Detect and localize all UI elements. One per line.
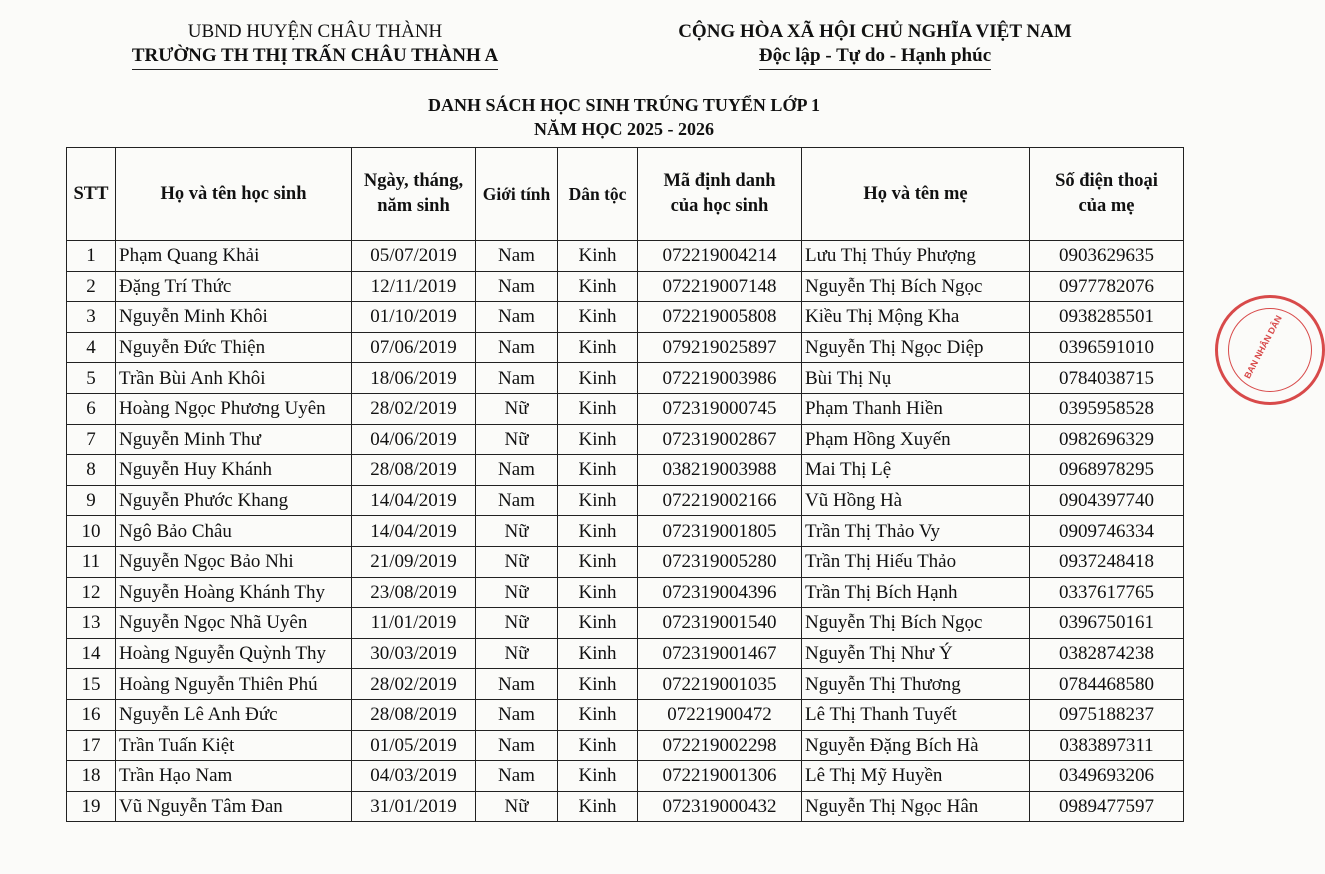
cell-student-id: 072219001035: [638, 669, 802, 700]
cell-dob: 04/03/2019: [352, 761, 476, 792]
cell-ethnic: Kinh: [558, 485, 638, 516]
cell-student-name: Nguyễn Hoàng Khánh Thy: [116, 577, 352, 608]
header-left: [60, 20, 570, 70]
cell-phone: 0784038715: [1030, 363, 1184, 394]
cell-mother-name: Lê Thị Thanh Tuyết: [802, 699, 1030, 730]
cell-student-id: 072219005808: [638, 302, 802, 333]
table-row: [67, 546, 1184, 577]
cell-stt: 12: [67, 577, 116, 608]
cell-stt: 7: [67, 424, 116, 455]
cell-ethnic: Kinh: [558, 638, 638, 669]
cell-stt: 3: [67, 302, 116, 333]
cell-mother-name: Nguyễn Thị Thương: [802, 669, 1030, 700]
table-header-row: [67, 148, 1184, 241]
cell-student-name: Nguyễn Lê Anh Đức: [116, 699, 352, 730]
cell-mother-name: Nguyễn Thị Bích Ngọc: [802, 271, 1030, 302]
cell-stt: 18: [67, 761, 116, 792]
school-name: TRƯỜNG TH THỊ TRẤN CHÂU THÀNH A: [60, 44, 570, 70]
cell-dob: 01/10/2019: [352, 302, 476, 333]
cell-student-id: 072219002166: [638, 485, 802, 516]
cell-student-id: 038219003988: [638, 455, 802, 486]
cell-student-id: 079219025897: [638, 332, 802, 363]
table-row: [67, 455, 1184, 486]
table-row: [67, 424, 1184, 455]
header-mother: Họ và tên mẹ: [802, 148, 1030, 241]
cell-mother-name: Nguyễn Đặng Bích Hà: [802, 730, 1030, 761]
cell-gender: Nữ: [476, 791, 558, 822]
cell-mother-name: Nguyễn Thị Ngọc Diệp: [802, 332, 1030, 363]
cell-phone: 0903629635: [1030, 241, 1184, 272]
cell-phone: 0982696329: [1030, 424, 1184, 455]
cell-dob: 31/01/2019: [352, 791, 476, 822]
cell-student-name: Trần Bùi Anh Khôi: [116, 363, 352, 394]
district-name: UBND HUYỆN CHÂU THÀNH: [187, 21, 443, 42]
cell-stt: 19: [67, 791, 116, 822]
cell-mother-name: Nguyễn Thị Bích Ngọc: [802, 608, 1030, 639]
cell-dob: 23/08/2019: [352, 577, 476, 608]
cell-mother-name: Kiều Thị Mộng Kha: [802, 302, 1030, 333]
cell-ethnic: Kinh: [558, 577, 638, 608]
cell-ethnic: Kinh: [558, 699, 638, 730]
cell-phone: 0383897311: [1030, 730, 1184, 761]
cell-ethnic: Kinh: [558, 363, 638, 394]
cell-mother-name: Phạm Thanh Hiền: [802, 393, 1030, 424]
cell-student-name: Nguyễn Ngọc Bảo Nhi: [116, 546, 352, 577]
header-stt: STT: [67, 148, 116, 241]
cell-gender: Nam: [476, 302, 558, 333]
cell-gender: Nam: [476, 730, 558, 761]
cell-mother-name: Lưu Thị Thúy Phượng: [802, 241, 1030, 272]
table-row: [67, 699, 1184, 730]
cell-gender: Nam: [476, 669, 558, 700]
cell-phone: 0975188237: [1030, 699, 1184, 730]
table-row: [67, 791, 1184, 822]
title-line-1: DANH SÁCH HỌC SINH TRÚNG TUYỂN LỚP 1: [428, 95, 820, 115]
national-motto: Độc lập - Tự do - Hạnh phúc: [630, 44, 1120, 70]
cell-mother-name: Bùi Thị Nụ: [802, 363, 1030, 394]
cell-stt: 14: [67, 638, 116, 669]
cell-gender: Nữ: [476, 393, 558, 424]
cell-ethnic: Kinh: [558, 761, 638, 792]
cell-student-id: 072219002298: [638, 730, 802, 761]
cell-gender: Nam: [476, 363, 558, 394]
cell-gender: Nam: [476, 699, 558, 730]
table-row: [67, 577, 1184, 608]
cell-dob: 01/05/2019: [352, 730, 476, 761]
cell-mother-name: Trần Thị Thảo Vy: [802, 516, 1030, 547]
cell-student-id: 072319000432: [638, 791, 802, 822]
table-row: [67, 608, 1184, 639]
cell-gender: Nam: [476, 761, 558, 792]
cell-student-id: 072219004214: [638, 241, 802, 272]
cell-ethnic: Kinh: [558, 302, 638, 333]
cell-gender: Nam: [476, 332, 558, 363]
cell-ethnic: Kinh: [558, 546, 638, 577]
cell-dob: 07/06/2019: [352, 332, 476, 363]
document-title: [0, 93, 1248, 141]
cell-gender: Nữ: [476, 638, 558, 669]
cell-phone: 0968978295: [1030, 455, 1184, 486]
table-row: [67, 669, 1184, 700]
cell-student-id: 072319005280: [638, 546, 802, 577]
cell-phone: 0989477597: [1030, 791, 1184, 822]
header-dob: Ngày, tháng, năm sinh: [352, 148, 476, 241]
table-row: [67, 638, 1184, 669]
cell-ethnic: Kinh: [558, 516, 638, 547]
table-row: [67, 241, 1184, 272]
table-row: [67, 271, 1184, 302]
cell-student-id: 072319001805: [638, 516, 802, 547]
cell-stt: 1: [67, 241, 116, 272]
cell-stt: 2: [67, 271, 116, 302]
seal-text: BAN NHÂN DÂN: [1242, 313, 1284, 381]
cell-gender: Nam: [476, 271, 558, 302]
cell-student-name: Nguyễn Ngọc Nhã Uyên: [116, 608, 352, 639]
cell-student-name: Nguyễn Huy Khánh: [116, 455, 352, 486]
cell-ethnic: Kinh: [558, 271, 638, 302]
cell-ethnic: Kinh: [558, 791, 638, 822]
cell-ethnic: Kinh: [558, 730, 638, 761]
cell-phone: 0977782076: [1030, 271, 1184, 302]
cell-mother-name: Mai Thị Lệ: [802, 455, 1030, 486]
cell-ethnic: Kinh: [558, 608, 638, 639]
cell-mother-name: Trần Thị Hiếu Thảo: [802, 546, 1030, 577]
cell-dob: 04/06/2019: [352, 424, 476, 455]
cell-dob: 28/02/2019: [352, 669, 476, 700]
cell-student-name: Nguyễn Minh Khôi: [116, 302, 352, 333]
cell-phone: 0938285501: [1030, 302, 1184, 333]
cell-phone: 0337617765: [1030, 577, 1184, 608]
cell-dob: 28/08/2019: [352, 699, 476, 730]
cell-phone: 0349693206: [1030, 761, 1184, 792]
cell-mother-name: Vũ Hồng Hà: [802, 485, 1030, 516]
cell-stt: 15: [67, 669, 116, 700]
cell-ethnic: Kinh: [558, 393, 638, 424]
cell-gender: Nữ: [476, 577, 558, 608]
cell-gender: Nam: [476, 485, 558, 516]
cell-student-id: 072319001467: [638, 638, 802, 669]
table-row: [67, 393, 1184, 424]
table-row: [67, 761, 1184, 792]
cell-dob: 14/04/2019: [352, 516, 476, 547]
cell-stt: 10: [67, 516, 116, 547]
cell-dob: 14/04/2019: [352, 485, 476, 516]
header-id: Mã định danh của học sinh: [638, 148, 802, 241]
cell-phone: 0395958528: [1030, 393, 1184, 424]
cell-gender: Nữ: [476, 516, 558, 547]
cell-mother-name: Lê Thị Mỹ Huyền: [802, 761, 1030, 792]
header-name: Họ và tên học sinh: [116, 148, 352, 241]
cell-ethnic: Kinh: [558, 669, 638, 700]
national-title: CỘNG HÒA XÃ HỘI CHỦ NGHĨA VIỆT NAM: [678, 21, 1072, 42]
cell-dob: 18/06/2019: [352, 363, 476, 394]
cell-gender: Nam: [476, 455, 558, 486]
cell-student-name: Nguyễn Minh Thư: [116, 424, 352, 455]
cell-student-id: 072319002867: [638, 424, 802, 455]
cell-student-name: Ngô Bảo Châu: [116, 516, 352, 547]
cell-gender: Nữ: [476, 546, 558, 577]
cell-stt: 9: [67, 485, 116, 516]
cell-ethnic: Kinh: [558, 332, 638, 363]
cell-student-name: Vũ Nguyễn Tâm Đan: [116, 791, 352, 822]
cell-stt: 4: [67, 332, 116, 363]
cell-stt: 5: [67, 363, 116, 394]
cell-ethnic: Kinh: [558, 455, 638, 486]
cell-gender: Nữ: [476, 608, 558, 639]
cell-phone: 0909746334: [1030, 516, 1184, 547]
cell-dob: 28/02/2019: [352, 393, 476, 424]
cell-phone: 0784468580: [1030, 669, 1184, 700]
cell-dob: 28/08/2019: [352, 455, 476, 486]
cell-stt: 6: [67, 393, 116, 424]
cell-mother-name: Trần Thị Bích Hạnh: [802, 577, 1030, 608]
cell-ethnic: Kinh: [558, 241, 638, 272]
table-row: [67, 730, 1184, 761]
cell-gender: Nam: [476, 241, 558, 272]
cell-student-name: Hoàng Ngọc Phương Uyên: [116, 393, 352, 424]
cell-student-name: Nguyễn Phước Khang: [116, 485, 352, 516]
cell-phone: 0937248418: [1030, 546, 1184, 577]
cell-student-id: 072219003986: [638, 363, 802, 394]
cell-mother-name: Nguyễn Thị Ngọc Hân: [802, 791, 1030, 822]
cell-dob: 12/11/2019: [352, 271, 476, 302]
official-seal: [1215, 295, 1325, 405]
header-phone: Số điện thoại của mẹ: [1030, 148, 1184, 241]
cell-dob: 30/03/2019: [352, 638, 476, 669]
cell-stt: 13: [67, 608, 116, 639]
cell-student-name: Nguyễn Đức Thiện: [116, 332, 352, 363]
cell-stt: 17: [67, 730, 116, 761]
title-line-2: NĂM HỌC 2025 - 2026: [534, 119, 714, 139]
cell-dob: 21/09/2019: [352, 546, 476, 577]
cell-student-id: 072219001306: [638, 761, 802, 792]
cell-mother-name: Phạm Hồng Xuyến: [802, 424, 1030, 455]
table-row: [67, 485, 1184, 516]
header-right: [630, 20, 1120, 70]
cell-stt: 8: [67, 455, 116, 486]
cell-phone: 0396750161: [1030, 608, 1184, 639]
student-table: [66, 147, 1184, 822]
table-row: [67, 363, 1184, 394]
cell-student-id: 072219007148: [638, 271, 802, 302]
cell-student-id: 072319000745: [638, 393, 802, 424]
cell-stt: 11: [67, 546, 116, 577]
cell-student-id: 072319001540: [638, 608, 802, 639]
cell-student-id: 072319004396: [638, 577, 802, 608]
cell-stt: 16: [67, 699, 116, 730]
header-ethnic: Dân tộc: [558, 148, 638, 241]
cell-phone: 0396591010: [1030, 332, 1184, 363]
cell-student-name: Trần Tuấn Kiệt: [116, 730, 352, 761]
table-row: [67, 332, 1184, 363]
cell-ethnic: Kinh: [558, 424, 638, 455]
table-row: [67, 302, 1184, 333]
cell-dob: 05/07/2019: [352, 241, 476, 272]
cell-dob: 11/01/2019: [352, 608, 476, 639]
cell-student-id: 07221900472: [638, 699, 802, 730]
cell-student-name: Đặng Trí Thức: [116, 271, 352, 302]
table-row: [67, 516, 1184, 547]
cell-mother-name: Nguyễn Thị Như Ý: [802, 638, 1030, 669]
cell-phone: 0904397740: [1030, 485, 1184, 516]
cell-student-name: Hoàng Nguyễn Thiên Phú: [116, 669, 352, 700]
cell-student-name: Trần Hạo Nam: [116, 761, 352, 792]
cell-student-name: Phạm Quang Khải: [116, 241, 352, 272]
cell-phone: 0382874238: [1030, 638, 1184, 669]
cell-student-name: Hoàng Nguyễn Quỳnh Thy: [116, 638, 352, 669]
header-gender: Giới tính: [476, 148, 558, 241]
cell-gender: Nữ: [476, 424, 558, 455]
